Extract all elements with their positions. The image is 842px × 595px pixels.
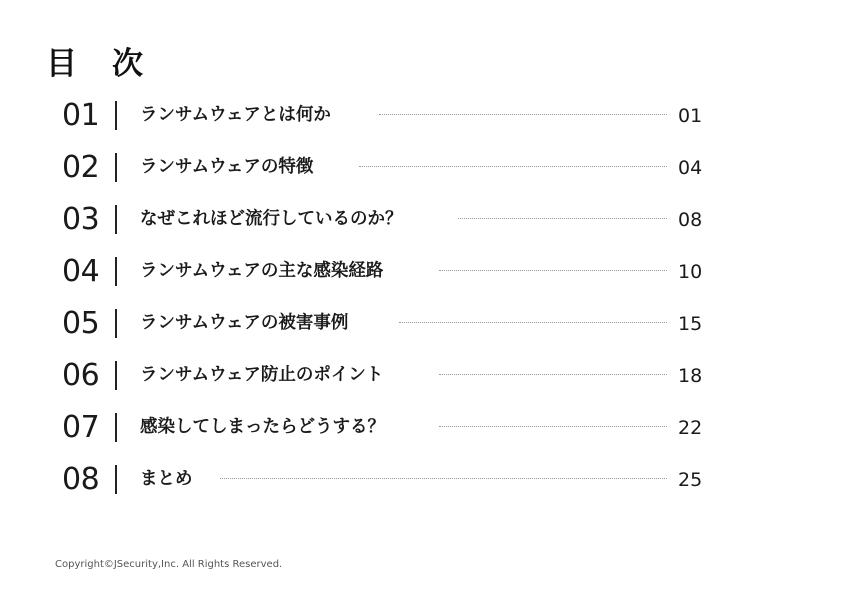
toc-entry[interactable] [62, 254, 712, 290]
toc-entry[interactable] [62, 462, 712, 498]
toc-entry[interactable] [62, 98, 712, 134]
toc-entry[interactable] [62, 358, 712, 394]
toc-entry-title: ランサムウェアとは何か [140, 105, 331, 125]
toc-title: 目 次 [46, 46, 145, 82]
toc-entry-page: 22 [678, 417, 703, 439]
toc-entry-title: ランサムウェア防止のポイント [140, 365, 384, 385]
toc-entry-title: ランサムウェアの特徴 [140, 157, 314, 177]
toc-entry[interactable] [62, 150, 712, 186]
toc-entry-page: 25 [678, 469, 703, 491]
toc-entry-title: ランサムウェアの被害事例 [140, 313, 349, 333]
toc-entry-divider [115, 101, 117, 130]
toc-entry-divider [115, 465, 117, 494]
toc-entry-page: 15 [678, 313, 703, 335]
toc-entry-page: 10 [678, 261, 703, 283]
toc-entry-page: 01 [678, 105, 703, 127]
toc-entry-divider [115, 257, 117, 286]
toc-entry-page: 18 [678, 365, 703, 387]
toc-entry-title: ランサムウェアの主な感染経路 [140, 261, 384, 281]
toc-entry-title: 感染してしまったらどうする？ [140, 417, 385, 437]
toc-entry-number: 08 [62, 462, 100, 497]
toc-entry-title: なぜこれほど流行しているのか？ [140, 209, 403, 229]
toc-entry[interactable] [62, 410, 712, 446]
toc-entry-leader [439, 426, 667, 427]
toc-entry-divider [115, 205, 117, 234]
toc-entry[interactable] [62, 202, 712, 238]
toc-entry-leader [458, 218, 667, 219]
toc-entry-leader [439, 374, 667, 375]
toc-entry-number: 01 [62, 98, 100, 133]
toc-entry-page: 08 [678, 209, 703, 231]
toc-entry-divider [115, 309, 117, 338]
toc-entry-number: 06 [62, 358, 100, 393]
toc-entry-leader [439, 270, 667, 271]
toc-entry-leader [220, 478, 667, 479]
toc-entry-title: まとめ [140, 469, 193, 489]
toc-entry-number: 02 [62, 150, 100, 185]
toc-entry-divider [115, 413, 117, 442]
toc-entry-number: 04 [62, 254, 100, 289]
copyright-notice: Copyright©JSecurity,Inc. All Rights Reserved. [55, 559, 283, 570]
toc-entry-leader [359, 166, 667, 167]
toc-entry-number: 07 [62, 410, 100, 445]
toc-entry-leader [379, 114, 667, 115]
toc-entry-number: 03 [62, 202, 100, 237]
toc-entry-page: 04 [678, 157, 703, 179]
toc-entry-divider [115, 361, 117, 390]
toc-entry-divider [115, 153, 117, 182]
toc-entry-leader [399, 322, 667, 323]
toc-entry-number: 05 [62, 306, 100, 341]
toc-entry[interactable] [62, 306, 712, 342]
